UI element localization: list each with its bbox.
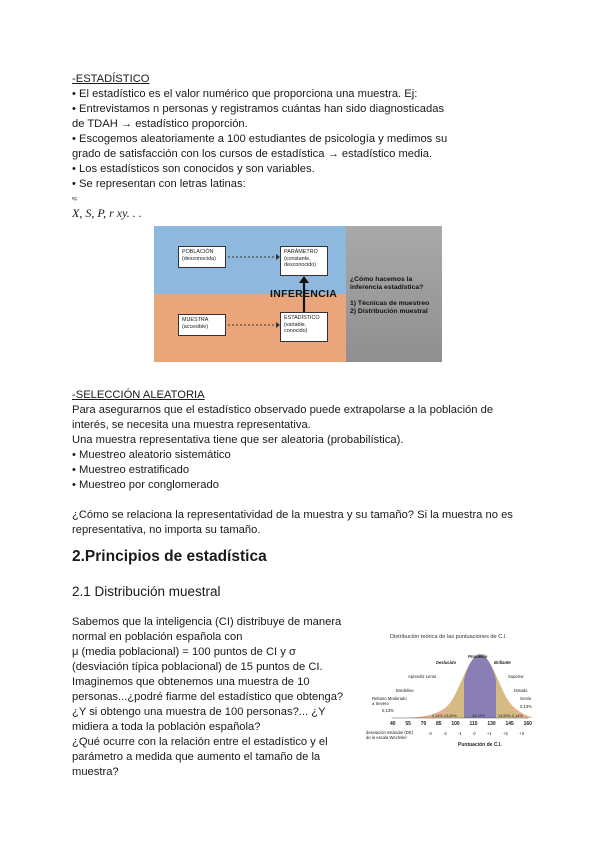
seleccion-line-2: interés, se necesita una muestra representativa. [72,419,311,431]
estadistico-line-7: • Se representan con letras latinas: [72,178,246,190]
section-title-estadistico: -ESTADÍSTICO [72,73,150,85]
iq-tick: 160 [523,721,532,727]
ci-line-4: (desviación típica poblacional) de 15 puntos de CI. [72,661,323,673]
seleccion-line-6: • Muestreo por conglomerado [72,479,219,491]
ci-line-9: ¿Qué ocurre con la relación entre el estadístico y el [72,736,328,748]
sd-value: -2 [443,731,447,736]
curve-title: Distribución teórica de las puntuaciones de C.I. [390,634,507,640]
iq-tick: 100 [451,721,460,727]
label-deslucido: Deslucido [436,660,457,665]
ci-line-5: Imaginemos que obtenemos una muestra de 10 [72,676,310,688]
question-line-2: inferencia estadística? [350,284,424,291]
label-retraso: Retraso Moderado a Severo [372,696,407,706]
iq-tick: 55 [405,721,411,727]
sd-value: 0 [473,731,476,736]
ci-line-8: midiera a toda la población española? [72,721,261,733]
label-brillante: Brillante [494,660,511,665]
iq-ticks [390,721,532,727]
answer-line-2: 2) Distribución muestral [350,308,428,315]
section-title-seleccion: -SELECCIÓN ALEATORIA [72,389,205,401]
iq-tick: 40 [390,721,396,727]
label-bordeline: Bordeline [396,688,414,693]
seleccion-question-2: representativa, no importa su tamaño. [72,524,261,536]
label-aprendiz-lento: Aprendiz Lento [408,674,437,679]
label-band-right: 13,59% 2,14% [498,714,523,718]
estadistico-line-2: • Entrevistamos n personas y registramos cuántas han sido diagnosticadas [72,103,445,115]
estadistico-sub1: (variable, [284,321,307,328]
estadistico-line-5: grado de satisfacción con los cursos de estadística → estadístico media. [72,148,433,160]
sd-value: +2 [503,731,508,736]
sd-label-1: desviación estándar (DE) [366,730,414,735]
latin-letters: X, S, P, r xy. . . [72,206,142,220]
estadistico-sub2: conocido) [284,328,308,334]
estadistico-line-3: de TDAH → estadístico proporción. [72,118,248,130]
label-band-left: 2,14% 13,59% [432,714,457,718]
seleccion-line-1: Para asegurarnos que el estadístico observado puede extrapolarse a la población de [72,404,494,416]
ci-line-3: μ (media poblacional) = 100 puntos de CI y σ [72,646,296,658]
label-promedio: Promedio [468,654,488,659]
ci-line-1: Sabemos que la inteligencia (CI) distribuye de manera [72,616,342,628]
label-band-mid: 34,13% [472,714,485,718]
label-pct-left: 0,13% [382,708,394,713]
iq-tick: 145 [505,721,514,727]
sd-label-2: de la escala Wechsler [366,735,407,740]
seleccion-line-4: • Muestreo aleatorio sistemático [72,449,231,461]
inferencia-label: INFERENCIA [270,288,338,300]
muestra-label: MUESTRA [182,317,209,323]
iq-tick: 70 [420,721,427,727]
ci-line-10: parámetro a medida que aumento el tamaño de la [72,751,321,763]
seleccion-line-5: • Muestreo estratificado [72,464,190,476]
sd-values [428,731,524,736]
iq-tick: 85 [436,721,442,727]
inference-diagram [154,226,442,362]
sd-value: -3 [428,731,432,736]
seleccion-question-1: ¿Cómo se relaciona la representatividad de la muestra y su tamaño? Si la muestra no es [72,509,513,521]
parametro-sub2: desconocido) [284,262,317,268]
answer-line-1: 1) Técnicas de muestreo [350,300,430,307]
ci-line-2: normal en población española con [72,631,243,643]
label-genio: Genio [520,696,532,701]
poblacion-sub: (desconocida) [182,255,216,262]
sd-value: -1 [458,731,462,736]
ci-line-7: ¿Y si obtengo una muestra de 100 personas?... ¿Y [72,706,326,718]
estadistico-line-4: • Escogemos aleatoriamente a 100 estudiantes de psicología y medimos su [72,133,448,145]
sample-arrowhead [276,322,280,328]
ci-line-11: muestra? [72,766,119,778]
label-pct-right: 0,13% [520,704,532,709]
sd-value: +1 [486,731,492,736]
question-panel [346,226,442,362]
iq-tick: 115 [469,721,478,727]
estadistico-line-6: • Los estadísticos son conocidos y son variables. [72,163,315,175]
estadistico-label: ESTADÍSTICO [284,315,320,321]
iq-tick: 130 [487,721,496,727]
curve-center [464,654,496,718]
sd-value: +3 [519,731,524,736]
heading-distribucion: 2.1 Distribución muestral [72,584,221,599]
heading-principios: 2.Principios de estadística [72,548,267,565]
ci-normal-curve-figure [352,630,532,755]
muestra-sub: (accesible) [182,323,209,330]
label-dotado: Dotado [514,688,528,693]
poblacion-label: POBLACIÓN [182,249,214,255]
curve-xlabel: Puntuación de C.I. [458,742,502,748]
inference-arrowhead [299,276,309,283]
label-superior: Superior [508,674,524,679]
estadistico-line-1: • El estadístico es el valor numérico que proporciona una muestra. Ej: [72,88,418,100]
parametro-label: PARÁMETRO [284,249,318,255]
eg-symbol: ᵉᵍ [72,194,78,204]
population-arrowhead [276,254,280,260]
question-line-1: ¿Cómo hacemos la [350,276,413,283]
parametro-sub1: (constante, [284,255,311,262]
seleccion-line-3: Una muestra representativa tiene que ser aleatoria (probabilística). [72,434,404,446]
ci-line-6: personas...¿podré fiarme del estadístico que obtenga? [72,691,344,703]
